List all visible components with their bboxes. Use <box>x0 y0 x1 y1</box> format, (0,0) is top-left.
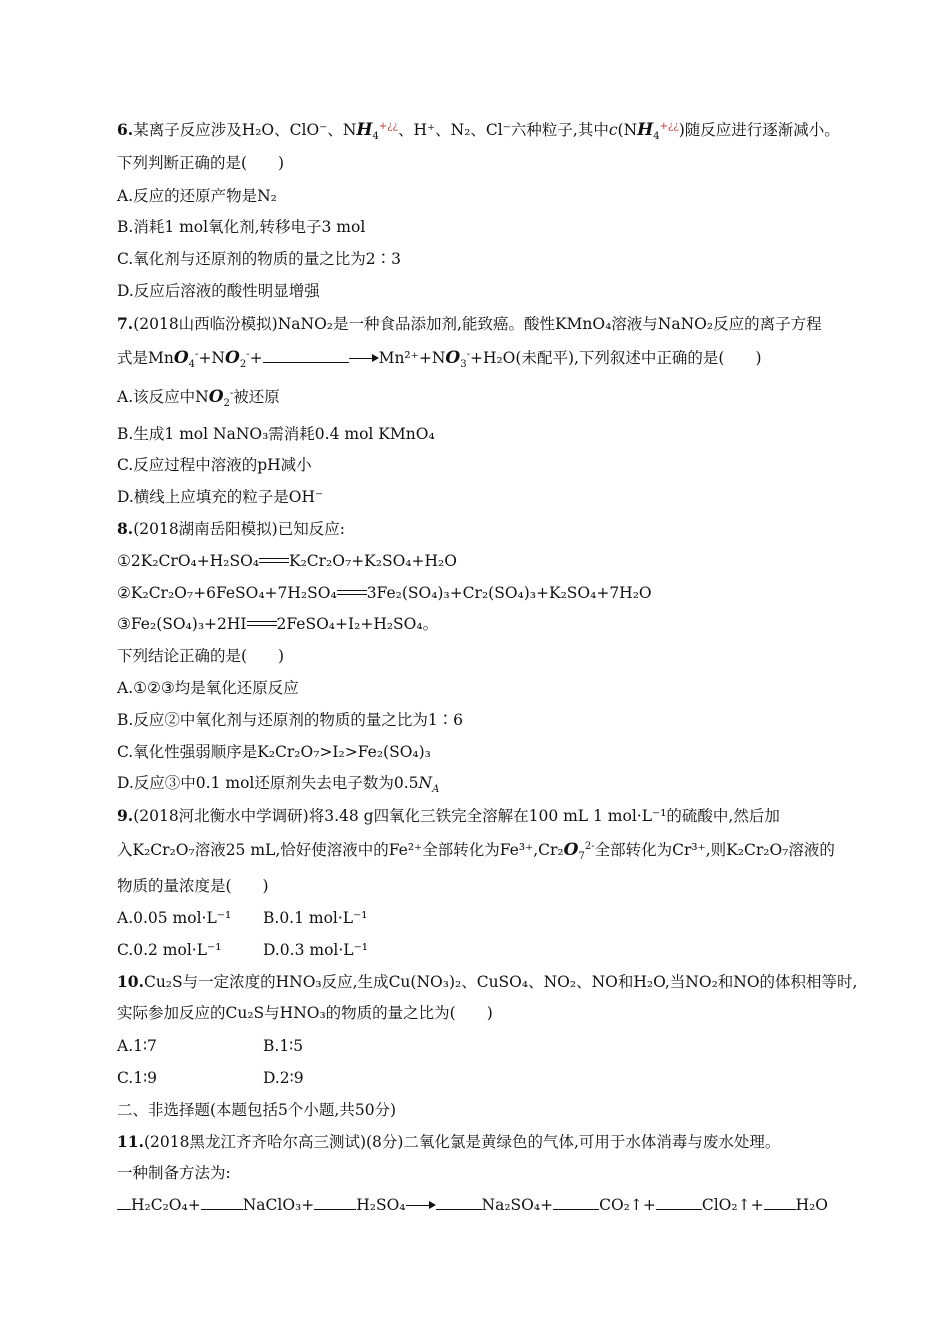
q9-line2-a: 入K₂Cr₂O₇溶液25 mL,恰好使溶液中的Fe²⁺全部转化为Fe³⁺,Cr₂ <box>117 841 564 859</box>
q8-r3-equals <box>247 619 277 629</box>
q6-number: 6. <box>117 120 134 139</box>
q6-c-label: c <box>608 121 618 139</box>
q8-r3-left: ③Fe₂(SO₄)₃+2HI <box>117 615 247 633</box>
q7-opt-a-sup: - <box>229 387 234 399</box>
q8-line5: 下列结论正确的是( ) <box>117 647 285 665</box>
q7-sup-3: - <box>466 348 470 360</box>
q6-stem-d: )随反应进行逐渐减小。 <box>678 121 840 139</box>
q7-line2 <box>117 348 762 371</box>
q9-option-b: B.0.1 mol·L⁻¹ <box>263 909 368 927</box>
q6-nh4-sub-2: 4 <box>653 131 660 143</box>
q8-reaction-1 <box>117 551 457 571</box>
q7-option-d: D.横线上应填充的粒子是OH⁻ <box>117 488 324 506</box>
q10-option-b: B.1∶5 <box>263 1037 304 1055</box>
q7-sub2: 2 <box>239 359 247 371</box>
q8-line1 <box>117 519 345 539</box>
q6-line2: 下列判断正确的是( ) <box>117 154 285 172</box>
q7-opt-a-text-2: 被还原 <box>233 388 280 406</box>
q11-blank-3[interactable] <box>314 1195 356 1210</box>
q9-line2-b: 全部转化为Cr³⁺,则K₂Cr₂O₇溶液的 <box>594 841 835 859</box>
q7-opt-a-text: A.该反应中N <box>117 388 209 406</box>
q7-sub4: 4 <box>188 359 196 371</box>
q8-option-b: B.反应②中氧化剂与还原剂的物质的量之比为1∶6 <box>117 711 464 729</box>
q11-term-4: Na₂SO₄+ <box>481 1196 554 1214</box>
q10-number: 10. <box>117 972 144 991</box>
q11-blank-4[interactable] <box>436 1195 482 1210</box>
q8-opt-d-a: A <box>432 784 440 796</box>
q6-option-a: A.反应的还原产物是N₂ <box>117 187 277 205</box>
q6-nh4-sup-2: +¿¿ <box>659 120 679 132</box>
q8-line1-text: (2018湖南岳阳模拟)已知反应: <box>133 520 345 538</box>
q8-number: 8. <box>117 519 134 538</box>
q8-option-c: C.氧化性强弱顺序是K₂Cr₂O₇>I₂>Fe₂(SO₄)₃ <box>117 743 431 761</box>
q8-r2-equals <box>337 588 367 598</box>
q9-option-c: C.0.2 mol·L⁻¹ <box>117 941 222 959</box>
q8-opt-d-text: D.反应③中0.1 mol还原剂失去电子数为0.5 <box>117 774 419 792</box>
q7-reaction-arrow <box>349 353 379 363</box>
q9-line2 <box>117 840 835 863</box>
q10-line2: 实际参加反应的Cu₂S与HNO₃的物质的量之比为( ) <box>117 1004 493 1022</box>
q7-opt-a-sub: 2 <box>223 398 230 410</box>
q11-line1 <box>117 1132 780 1152</box>
q11-line1-text: (2018黑龙江齐齐哈尔高三测试)(8分)二氧化氯是黄绿色的气体,可用于水体消毒与废水处理。 <box>143 1133 781 1151</box>
q11-blank-2[interactable] <box>201 1195 243 1210</box>
q8-reaction-3 <box>117 614 438 634</box>
q11-number: 11. <box>117 1132 144 1151</box>
q7-option-a <box>117 387 280 410</box>
q9-option-d: D.0.3 mol·L⁻¹ <box>263 941 368 959</box>
q8-reaction-2 <box>117 583 652 603</box>
q10-option-c: C.1∶9 <box>117 1069 157 1087</box>
q9-number: 9. <box>117 806 134 825</box>
q7-eq-b: +N <box>198 349 225 367</box>
q9-line1 <box>117 806 780 826</box>
q11-term-5: CO₂↑+ <box>599 1196 656 1214</box>
q11-blank-7[interactable] <box>764 1195 796 1210</box>
q11-line2: 一种制备方法为: <box>117 1164 231 1182</box>
q7-opt-a-o: O <box>208 387 224 407</box>
q10-line1-text: Cu₂S与一定浓度的HNO₃反应,生成Cu(NO₃)₂、CuSO₄、NO₂、NO和H₂O,当NO₂和NO的体积相等时, <box>143 973 858 991</box>
q7-line1-text: (2018山西临汾模拟)NaNO₂是一种食品添加剂,能致癌。酸性KMnO₄溶液与NaNO₂反应的离子方程 <box>133 315 822 333</box>
q7-sub3: 3 <box>460 359 467 371</box>
q11-blank-1[interactable] <box>117 1195 131 1210</box>
q7-option-c: C.反应过程中溶液的pH减小 <box>117 456 312 474</box>
q8-r2-right: 3Fe₂(SO₄)₃+Cr₂(SO₄)₃+K₂SO₄+7H₂O <box>366 584 652 602</box>
q8-r1-equals <box>259 556 289 566</box>
q6-nh4-sup: +¿¿ <box>378 120 398 132</box>
q6-stem-c: (N <box>617 121 638 139</box>
q11-term-2: NaClO₃+ <box>242 1196 315 1214</box>
q7-sup-1: - <box>195 348 199 360</box>
q6-nh4-h: H <box>356 120 373 140</box>
q11-term-1: H₂C₂O₄+ <box>131 1196 201 1214</box>
q8-option-d <box>117 773 440 796</box>
q8-opt-d-n: N <box>418 774 433 792</box>
q11-reaction-arrow <box>406 1200 436 1210</box>
q7-line1 <box>117 314 822 334</box>
q7-o-3: O <box>445 348 461 368</box>
q9-line3: 物质的量浓度是( ) <box>117 877 269 895</box>
q6-option-c: C.氧化剂与还原剂的物质的量之比为2∶3 <box>117 250 401 268</box>
section-heading: 二、非选择题(本题包括5个小题,共50分) <box>117 1101 397 1119</box>
q6-option-d: D.反应后溶液的酸性明显增强 <box>117 282 320 300</box>
q6-nh4-h-2: H <box>637 120 654 140</box>
q6-line1 <box>117 120 840 143</box>
q9-line1-text: (2018河北衡水中学调研)将3.48 g四氧化三铁完全溶解在100 mL 1 mol·L⁻¹的硫酸中,然后加 <box>133 807 780 825</box>
q8-r1-right: K₂Cr₂O₇+K₂SO₄+H₂O <box>289 552 457 570</box>
q11-blank-6[interactable] <box>656 1195 702 1210</box>
q8-r1-left: ①2K₂CrO₄+H₂SO₄ <box>117 552 259 570</box>
q10-line1 <box>117 972 857 992</box>
q7-o-1: O <box>173 348 189 368</box>
q9-o: O <box>563 840 579 860</box>
q7-option-b: B.生成1 mol NaNO₃需消耗0.4 mol KMnO₄ <box>117 425 435 443</box>
q7-eq-e: +H₂O(未配平),下列叙述中正确的是( ) <box>469 349 762 367</box>
q6-stem-b: 、H⁺、N₂、Cl⁻六种粒子,其中 <box>397 121 609 139</box>
q9-option-a: A.0.05 mol·L⁻¹ <box>117 909 232 927</box>
q7-o-2: O <box>225 348 240 368</box>
q7-number: 7. <box>117 314 134 333</box>
q6-nh4-sub: 4 <box>372 131 379 143</box>
q7-sup-2: - <box>246 348 250 360</box>
q9-sub7: 7 <box>578 851 585 863</box>
q11-term-3: H₂SO₄ <box>356 1196 406 1214</box>
q6-stem-a: 某离子反应涉及H₂O、ClO⁻、N <box>133 121 357 139</box>
q8-r3-right: 2FeSO₄+I₂+H₂SO₄。 <box>276 615 439 633</box>
q11-equation <box>117 1195 828 1215</box>
q11-blank-5[interactable] <box>553 1195 599 1210</box>
q10-option-a: A.1∶7 <box>117 1037 157 1055</box>
q6-option-b: B.消耗1 mol氧化剂,转移电子3 mol <box>117 218 366 236</box>
q11-term-6: ClO₂↑+ <box>701 1196 764 1214</box>
q8-option-a: A.①②③均是氧化还原反应 <box>117 679 299 697</box>
q7-eq-c: + <box>249 349 263 367</box>
q10-option-d: D.2∶9 <box>263 1069 304 1087</box>
q7-eq-a: 式是Mn <box>117 349 174 367</box>
q7-eq-d: Mn²⁺+N <box>378 349 446 367</box>
q7-fill-blank[interactable] <box>263 348 349 363</box>
q11-term-7: H₂O <box>795 1196 829 1214</box>
q8-r2-left: ②K₂Cr₂O₇+6FeSO₄+7H₂SO₄ <box>117 584 337 602</box>
q9-sup: 2- <box>584 840 595 852</box>
